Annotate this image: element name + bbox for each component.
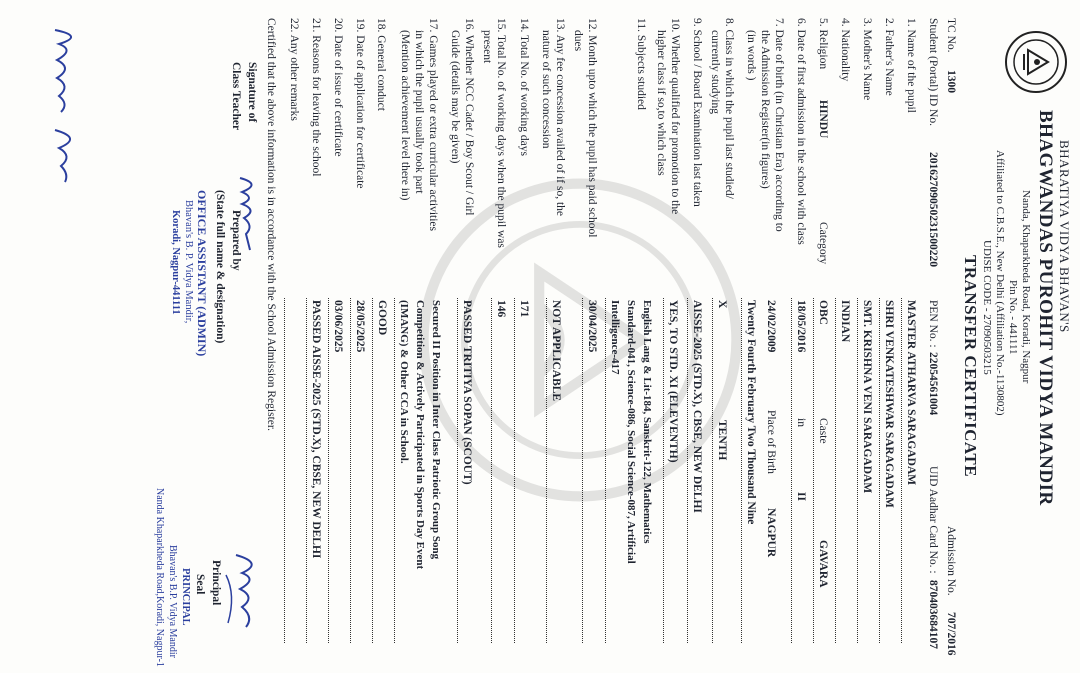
- principal-seal-line-2: Bhavan's B.P. Vidya Mandir: [167, 545, 178, 658]
- subjects-line-2: Standard-041, Science-086, Social Science-087, Artificial: [625, 300, 637, 564]
- place-of-birth-value: NAGPUR: [765, 508, 777, 558]
- activities-line-3: (IMANG) & Other CCA in School.: [398, 300, 410, 464]
- dotted-line: [328, 298, 329, 643]
- affiliation-line: Affiliated to C.B.S.E., New Delhi (Affiliation No.-1130802): [994, 150, 1006, 416]
- dotted-line: [394, 298, 395, 643]
- udise-code: UDISE CODE - 27090503215: [981, 240, 993, 375]
- field-7-label-2: the Admission Register(in figures): [759, 30, 771, 189]
- prepared-by-label: Prepared by: [230, 210, 242, 271]
- tc-no-value: 1300: [945, 70, 957, 93]
- field-4-label: 4. Nationality: [839, 18, 851, 82]
- dotted-line: [712, 298, 713, 643]
- dotted-line: [857, 298, 858, 643]
- category-label: Category: [817, 222, 829, 265]
- dotted-line: [835, 298, 836, 643]
- dotted-line: [350, 298, 351, 643]
- office-stamp-line-3: Koradi, Nagpur-441111: [170, 210, 181, 315]
- principal-label: Principal: [210, 560, 222, 606]
- field-20-value: 03/06/2025: [332, 300, 344, 353]
- caste-value: GAVARA: [817, 540, 829, 588]
- field-2-label: 2. Father's Name: [883, 18, 895, 96]
- field-13-label: 13. Any fee concession availed of if so, the: [554, 18, 566, 216]
- uid-value: 870403684107: [927, 580, 939, 649]
- tc-no-label: TC No.: [945, 18, 957, 53]
- school-address: Nanda, Khaparkheda Road, Koradi, Nagpur: [1020, 190, 1032, 384]
- field-18-label: 18. General conduct: [375, 18, 387, 111]
- dotted-line: [582, 298, 583, 643]
- field-10-label-2: higher class if so,to which class: [655, 30, 667, 176]
- field-12-label-2: dues: [572, 30, 584, 52]
- place-of-birth-label: Place of Birth: [765, 410, 777, 474]
- admission-no-label: Admission No.: [945, 526, 957, 596]
- certificate-title: TRANSFER CERTIFICATE: [961, 255, 980, 478]
- field-21-label: 21. Reasons for leaving the school: [310, 18, 322, 177]
- admission-date-value: 18/05/2016: [795, 300, 807, 353]
- category-value: OBC: [817, 300, 829, 325]
- principal-seal-line-3: Nanda Khaparkheda Road,Koradi, Nagpur-1: [154, 488, 165, 667]
- field-10-value: YES, TO STD. XI (ELEVENTH): [667, 300, 679, 463]
- class-teacher-label: Class Teacher: [230, 62, 242, 131]
- certify-statement: Certified that the above information is in accordance with the School Admission Register.: [265, 18, 277, 431]
- dotted-line: [741, 298, 742, 643]
- field-15-value: 146: [495, 300, 507, 318]
- received-signature: [35, 20, 95, 190]
- admission-class-value: II: [795, 492, 807, 501]
- field-10-label: 10. Whether qualified for promotion to the: [669, 18, 681, 215]
- field-21-value: PASSED AISSE-2025 (STD.X), CBSE, NEW DELHI: [310, 300, 322, 559]
- field-14-value: 171: [518, 300, 530, 318]
- office-stamp-title: OFFICE ASSISTANT (ADMIN): [195, 190, 209, 357]
- student-id-label: Student (Portal) ID No.: [927, 18, 939, 126]
- dotted-line: [546, 298, 547, 643]
- field-5-label: 5. Religion: [817, 18, 829, 70]
- office-stamp-line-2: Bhavan's B. P. Vidya Mandir,: [183, 200, 194, 324]
- seal-label: Seal: [194, 574, 206, 595]
- religion-value: HINDU: [817, 100, 829, 139]
- dotted-line: [514, 298, 515, 643]
- subjects-line-3: Intelligence-417: [609, 300, 621, 375]
- field-1-value: MASTER ATHARVA SARAGADAM: [905, 300, 917, 486]
- school-name: BHAGWANDAS PUROHIT VIDYA MANDIR: [1035, 110, 1056, 506]
- field-15-label-2: present: [481, 30, 493, 64]
- dotted-line: [813, 298, 814, 643]
- principal-seal-title: PRINCIPAL: [180, 568, 191, 626]
- field-3-value: SMT. KRISHNA VENI SARAGADAM: [861, 300, 873, 494]
- field-18-value: GOOD: [376, 300, 388, 336]
- field-2-value: SHRI VENKATESHWAR SARAGADAM: [883, 300, 895, 508]
- field-14-label: 14. Total No. of working days: [518, 18, 530, 156]
- field-6-label: 6. Date of first admission in the school with class: [795, 18, 807, 245]
- field-22-label: 22. Any other remarks: [288, 18, 300, 121]
- prepared-by-designation-label: (State full name & designation): [214, 190, 226, 344]
- dotted-line: [663, 298, 664, 643]
- caste-label: Caste: [817, 418, 829, 444]
- dotted-line: [457, 298, 458, 643]
- field-7-label: 7. Date of birth (in Christian Era) according to: [773, 18, 785, 232]
- field-19-label: 19. Date of application for certificate: [354, 18, 366, 189]
- admission-no-value: 707/2016: [945, 612, 957, 656]
- field-17-label-2: in which the pupil usually took part: [413, 30, 425, 194]
- student-id-value: 20162709050231500220: [927, 152, 939, 267]
- dotted-line: [605, 298, 606, 643]
- activities-line-2: Competition & Actively Participated in Sports Day Event: [414, 300, 426, 570]
- field-13-label-2: nature of such concession: [540, 30, 552, 149]
- field-9-value: AISSE-2025 (STD.X), CBSE, NEW DELHI: [691, 300, 703, 513]
- pen-no-label: PEN No. :: [927, 300, 939, 348]
- field-12-value: 30/04/2025: [586, 300, 598, 353]
- field-8-label: 8. Class in which the pupil last studied/: [723, 18, 735, 199]
- field-15-label: 15. Total No. of working days when the pupil was: [495, 18, 507, 248]
- field-16-label-2: Guide (details may be given): [449, 30, 461, 164]
- field-8-label-2: currently studying: [709, 30, 721, 114]
- field-13-value: NOT APPLICABLE: [550, 300, 562, 402]
- in-label: in: [795, 418, 807, 427]
- dotted-line: [687, 298, 688, 643]
- class-roman-value: X: [716, 300, 728, 309]
- dob-value: 24/02/2009: [765, 300, 777, 353]
- dotted-line: [284, 298, 285, 643]
- trust-name: BHARATIYA VIDYA BHAVAN'S: [1057, 140, 1072, 333]
- field-9-label: 9. School / Board Examination last taken: [691, 18, 703, 207]
- dotted-line: [491, 298, 492, 643]
- field-1-label: 1. Name of the pupil: [905, 18, 917, 113]
- activities-line-1: Secured II Position in Inter Class Patriotic Group Song: [430, 300, 442, 560]
- dob-words-value: Twenty Fourth February Two Thousand Nine: [745, 300, 757, 525]
- school-pin: Pin No. - 441111: [1007, 280, 1019, 355]
- dotted-line: [306, 298, 307, 643]
- school-logo: [1004, 30, 1068, 94]
- dotted-line: [879, 298, 880, 643]
- field-17-label-3: (Mention achievement level there in): [399, 30, 411, 201]
- dotted-line: [901, 298, 902, 643]
- field-4-value: INDIAN: [839, 300, 851, 343]
- dotted-line: [372, 298, 373, 643]
- uid-label: UID Aadhar Card No. :: [927, 466, 939, 574]
- field-20-label: 20. Date of issue of certificate: [332, 18, 344, 157]
- field-16-value: PASSED TRITIYA SOPAN (SCOUT): [461, 300, 473, 485]
- field-17-label: 17. Games played or extra curricular activities: [427, 18, 439, 231]
- subjects-line-1: English Lang & Lit-184, Sanskrit-122, Mathematics: [641, 300, 653, 544]
- class-teacher-sign-label: Signature of: [246, 62, 258, 123]
- field-7-label-3: (in words ): [745, 30, 757, 81]
- dotted-line: [791, 298, 792, 643]
- field-12-label: 12. Month upto which the pupil has paid school: [586, 18, 598, 238]
- field-19-value: 28/05/2025: [354, 300, 366, 353]
- field-11-label: 11. Subjects studied: [635, 18, 647, 110]
- pen-no-value: 22054561004: [927, 352, 939, 416]
- field-16-label: 16. Whether NCC Cadet / Boy Scout / Girl: [463, 18, 475, 216]
- field-3-label: 3. Mother's Name: [861, 18, 873, 101]
- class-words-value: TENTH: [716, 420, 728, 461]
